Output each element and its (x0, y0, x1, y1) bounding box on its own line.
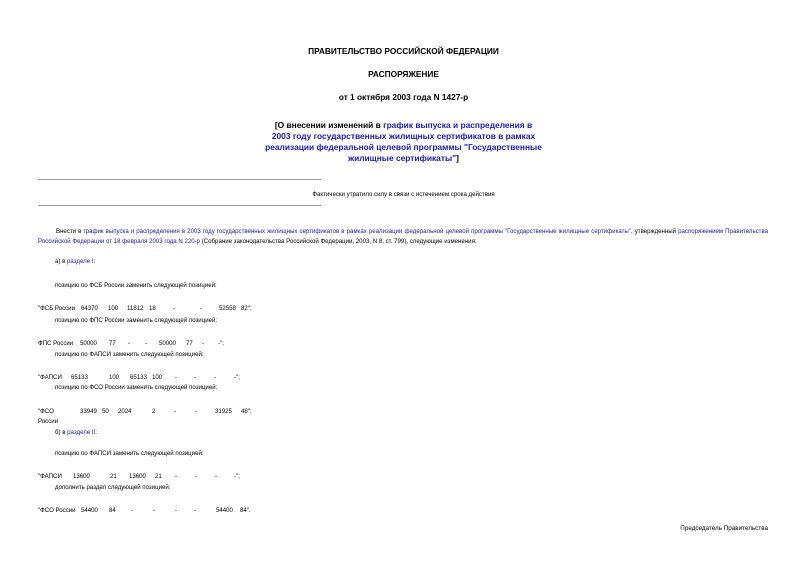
table-row-fapsi: "ФАПСИ 65133 100 65133 100 - - - -"; (38, 374, 240, 381)
document-date-number: от 1 октября 2003 года N 1427-р (338, 92, 469, 102)
title-line-4: жилищные сертификаты"] (348, 153, 459, 163)
bottom-divider (38, 205, 321, 206)
instruction-add-position: дополнить раздел следующей позицией: (55, 484, 171, 491)
instruction-fapsi-2: позицию по ФАПСИ заменить следующей позицией: (55, 450, 204, 457)
instruction-fps: позицию по ФПС России заменить следующей позицией: (55, 317, 218, 324)
table-row-fso: "ФСО 33949 50 2024 2 - - 31925 48"; (38, 408, 252, 415)
item-b: б) в разделе II: (55, 429, 97, 436)
instruction-fso: позицию по ФСО России заменить следующей позицией: (55, 384, 218, 391)
title-line-2[interactable]: 2003 году государственных жилищных сертификатов в рамках (271, 131, 536, 141)
title-schedule-link[interactable]: график выпуска и распределения в (383, 120, 533, 130)
title-line-1: [О внесении изменений в график выпуска и распределения в (274, 120, 533, 130)
title-line-3[interactable]: реализации федеральной целевой программы "Государственные (265, 142, 542, 152)
document-title (0, 120, 807, 164)
table-row-fsb: "ФСБ России 64370 100 11812 18 - - 52558 82"; (38, 305, 252, 312)
section-2-link[interactable]: разделе II (67, 429, 96, 436)
intro-paragraph: Внести в график выпуска и распределения в 2003 году государственных жилищных сертификатов в рамках реализации федеральной целевой программы "Государственные жилищные сертификаты", утвержденный распоряжением Правительства Российской Федерации от 18 февраля 2003 года N 220-р (Собрание законодательства Российской Федерации, 2003, N 8, ст. 799), следующие изменения: (38, 228, 769, 245)
top-divider (38, 179, 321, 180)
table-row-fapsi-2: "ФАПСИ 13600 21 13600 21 - - - -"; (38, 473, 240, 480)
status-note: Фактически утратило силу в связи с истечением срока действия (312, 191, 495, 198)
signature-title: Председатель Правительства (680, 525, 768, 532)
order-220-link[interactable]: распоряжением Правительства Российской Федерации от 18 февраля 2003 года N 220-р (38, 228, 769, 245)
document-type: РАСПОРЯЖЕНИЕ (368, 69, 439, 79)
section-1-link[interactable]: разделе I (67, 258, 94, 265)
table-row-fps: ФПС России 50000 77 - - 50000 77 - -"; (38, 340, 224, 347)
table-row-fso-2: "ФСО России 54400 84 - - - - 54400 84". (38, 507, 251, 514)
instruction-fapsi: позицию по ФАПСИ заменить следующей позицией: (55, 351, 204, 358)
title-line-4-link[interactable]: жилищные сертификаты" (348, 153, 457, 163)
item-a: а) в разделе I: (55, 258, 96, 265)
government-heading: ПРАВИТЕЛЬСТВО РОССИЙСКОЙ ФЕДЕРАЦИИ (308, 46, 499, 56)
table-row-fso-continuation: России (38, 418, 59, 425)
schedule-link[interactable]: график выпуска и распределения в 2003 году государственных жилищных сертификатов в рамках реализации федеральной целевой программы "Государственные жилищные сертификаты" (83, 228, 631, 235)
instruction-fsb: позицию по ФСБ России заменить следующей позицией: (55, 282, 217, 289)
